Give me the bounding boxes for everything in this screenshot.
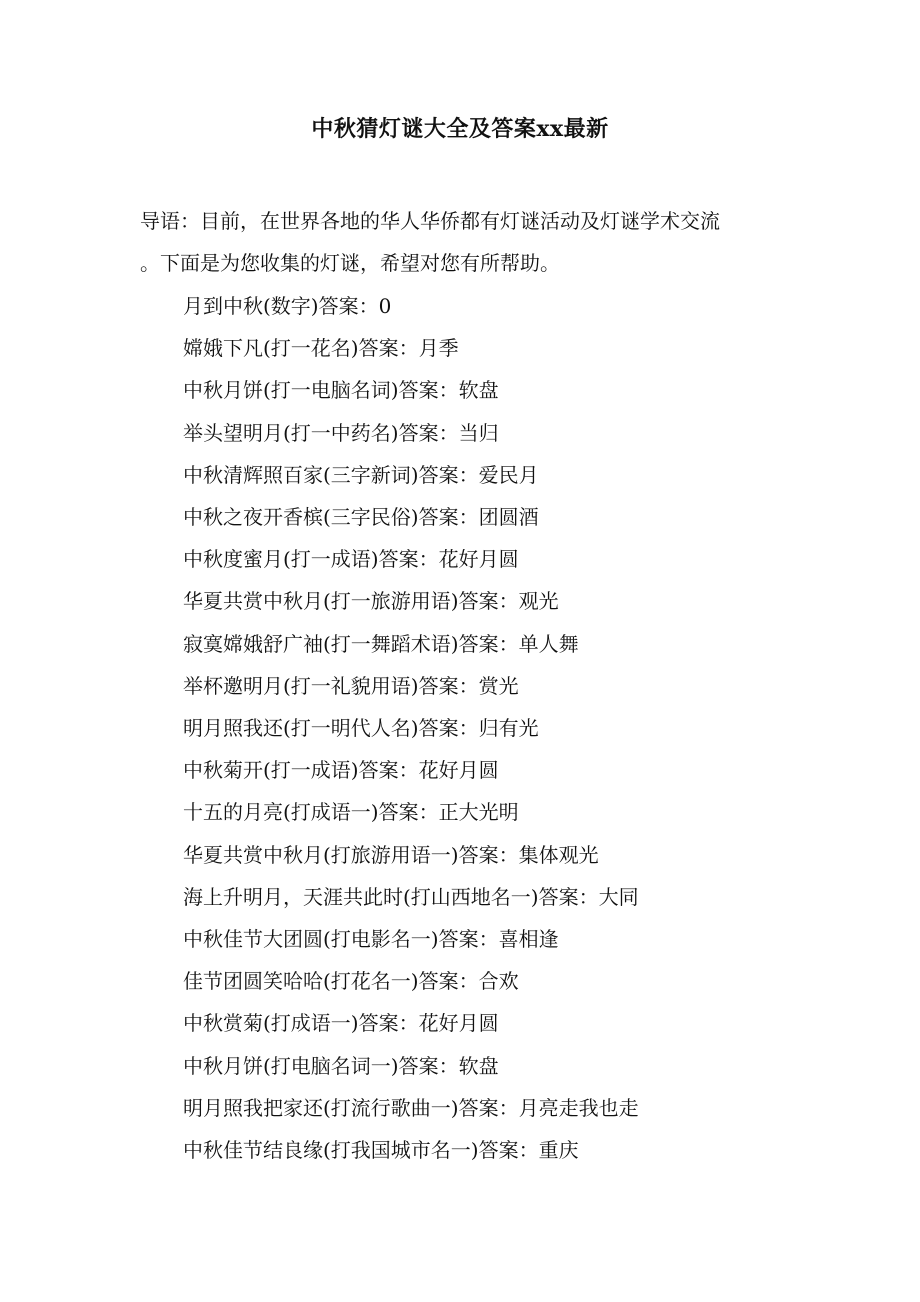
riddle-item: 中秋佳节大团圆(打电影名一)答案：喜相逢 <box>183 927 559 952</box>
riddle-item: 华夏共赏中秋月(打旅游用语一)答案：集体观光 <box>183 842 599 867</box>
riddle-item: 中秋清辉照百家(三字新词)答案：爱民月 <box>183 462 539 487</box>
riddle-item: 举杯邀明月(打一礼貌用语)答案：赏光 <box>183 673 519 698</box>
riddle-item: 海上升明月，天涯共此时(打山西地名一)答案：大同 <box>183 884 639 909</box>
intro-line: 导语：目前，在世界各地的华人华侨都有灯谜活动及灯谜学术交流 <box>140 209 720 233</box>
intro-paragraph <box>140 200 790 284</box>
riddle-item: 举头望明月(打一中药名)答案：当归 <box>183 420 499 445</box>
riddle-item: 月到中秋(数字)答案：0 <box>183 294 392 318</box>
riddle-item: 十五的月亮(打成语一)答案：正大光明 <box>183 800 519 825</box>
riddle-list <box>183 285 823 1171</box>
riddle-item: 中秋月饼(打电脑名词一)答案：软盘 <box>183 1053 499 1078</box>
riddle-item: 中秋菊开(打一成语)答案：花好月圆 <box>183 758 499 783</box>
riddle-item: 中秋佳节结良缘(打我国城市名一)答案：重庆 <box>183 1138 579 1163</box>
page-title: 中秋猜灯谜大全及答案xx最新 <box>311 116 609 142</box>
riddle-item: 寂寞嫦娥舒广袖(打一舞蹈术语)答案：单人舞 <box>183 631 579 656</box>
riddle-item: 明月照我把家还(打流行歌曲一)答案：月亮走我也走 <box>183 1095 639 1120</box>
intro-line: 。下面是为您收集的灯谜，希望对您有所帮助。 <box>140 251 560 275</box>
riddle-item: 中秋度蜜月(打一成语)答案：花好月圆 <box>183 547 519 572</box>
riddle-item: 嫦娥下凡(打一花名)答案：月季 <box>183 336 459 361</box>
riddle-item: 中秋赏菊(打成语一)答案：花好月圆 <box>183 1011 499 1036</box>
riddle-item: 明月照我还(打一明代人名)答案：归有光 <box>183 716 539 741</box>
riddle-item: 华夏共赏中秋月(打一旅游用语)答案：观光 <box>183 589 559 614</box>
riddle-item: 中秋之夜开香槟(三字民俗)答案：团圆酒 <box>183 505 539 530</box>
riddle-item: 佳节团圆笑哈哈(打花名一)答案：合欢 <box>183 969 519 994</box>
riddle-item: 中秋月饼(打一电脑名词)答案：软盘 <box>183 378 499 403</box>
